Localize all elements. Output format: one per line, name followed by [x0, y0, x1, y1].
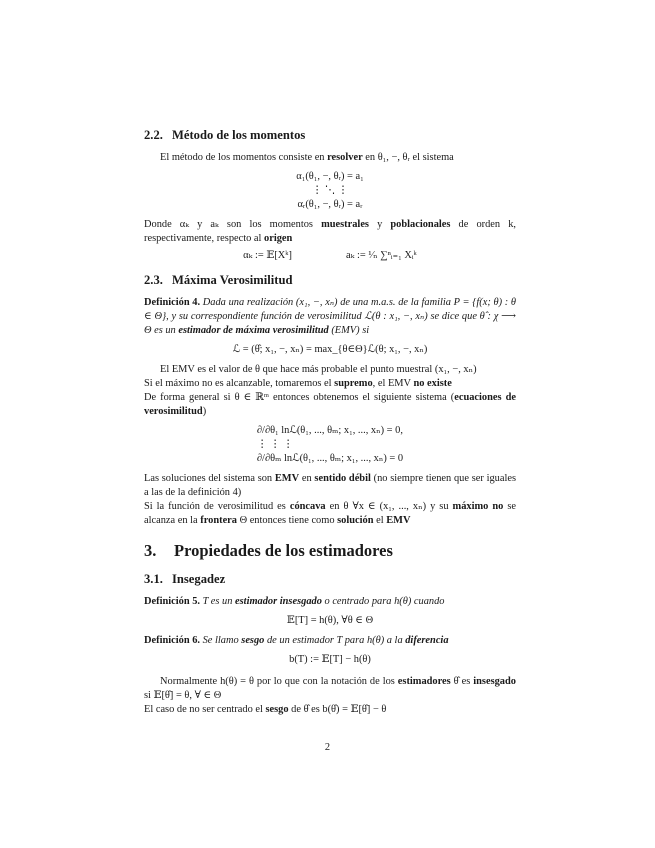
moments-definitions [144, 249, 516, 263]
moments-eq-dots: ⋮ ⋱ ⋮ [311, 185, 349, 196]
section-title: Método de los momentos [172, 128, 306, 142]
likelihood-eq-dots: ⋮ ⋮ ⋮ [256, 439, 294, 450]
emv-paragraph-2: Si el máximo no es alcanzable, tomaremos el supremo, el EMV no existe [144, 378, 452, 389]
moments-eq-1: α₁(θ₁, −, θᵣ) = a₁ [296, 171, 364, 182]
bias-case-paragraph: El caso de no ser centrado el sesgo de θ̂ es b(θ̂) = 𝔼[θ̂] − θ [144, 704, 387, 715]
likelihood-equation: ℒ = (θ̂; x₁, −, xₙ) = max_{θ∈Θ}ℒ(θ; x₁, −, xₙ) [232, 344, 428, 355]
likelihood-system [144, 424, 516, 466]
moments-system [144, 170, 516, 212]
definition-5: Definición 5. T es un estimador insesgado o centrado para h(θ) cuando [144, 596, 445, 607]
section-3-1-heading [144, 572, 516, 586]
section-3-heading [144, 541, 516, 560]
section-title: Insegadez [172, 572, 226, 586]
emv-paragraph-1: El EMV es el valor de θ que hace más probable el punto muestral (x₁, −, xₙ) [160, 364, 477, 375]
alpha-definition: αₖ := 𝔼[Xᵏ] [243, 250, 292, 261]
section-number: 2.2. [144, 128, 163, 142]
likelihood-eq-m: ∂/∂θₘ lnℒ(θ₁, ..., θₘ; x₁, ..., xₙ) = 0 [256, 453, 404, 464]
solutions-paragraph: Las soluciones del sistema son EMV en sentido débil (no siempre tienen que ser iguales a las de la definición 4) [144, 473, 516, 498]
moments-eq-r: αᵣ(θ₁, −, θᵣ) = aᵣ [297, 199, 363, 210]
section-number: 3. [144, 541, 157, 560]
bias-equation: b(T) := 𝔼[T] − h(θ) [289, 654, 371, 665]
normally-paragraph: Normalmente h(θ) = θ por lo que con la notación de los estimadores θ̂ es insesgado si 𝔼[θ̂] = θ, ∀ ∈ Θ [144, 676, 516, 701]
unbiased-equation: 𝔼[T] = h(θ), ∀θ ∈ Θ [286, 615, 374, 626]
page-body [144, 128, 516, 717]
concave-paragraph: Si la función de verosimilitud es cóncava en θ ∀x ∈ (x₁, ..., xₙ) y su máximo no se alcanza en la frontera Θ entonces tiene como solución el EMV [144, 501, 516, 526]
definition-6: Definición 6. Se llamo sesgo de un estimador T para h(θ) a la diferencia [144, 635, 449, 646]
likelihood-eq-1: ∂/∂θ₁ lnℒ(θ₁, ..., θₘ; x₁, ..., xₙ) = 0, [256, 425, 403, 436]
definition-4: Definición 4. Dada una realización (x₁, −, xₙ) de una m.a.s. de la familia P = {f(x; θ) : θ ∈ Θ}, y su correspondiente función de verosimilitud ℒ(θ : x₁, −, xₙ) se dice que θ̂ : χ ⟶ Θ es un estimador de máxima verosimilitud (EMV) si [144, 297, 516, 336]
emv-paragraph-3: De forma general si θ ∈ ℝᵐ entonces obtenemos el siguiente sistema (ecuaciones de verosimilitud) [144, 392, 516, 417]
page-number: 2 [324, 742, 331, 753]
section-title: Propiedades de los estimadores [174, 541, 393, 560]
moments-intro: El método de los momentos consiste en resolver en θ₁, −, θᵣ el sistema [160, 152, 454, 163]
moments-donde: Donde αₖ y aₖ son los momentos muestrales y poblacionales de orden k, respectivamente, respecto al origen [144, 219, 516, 244]
section-number: 2.3. [144, 273, 163, 287]
section-number: 3.1. [144, 572, 163, 586]
section-2-3-heading [144, 273, 516, 287]
section-2-2-heading [144, 128, 516, 142]
a-definition: aₖ := ¹⁄ₙ ∑ⁿᵢ₌₁ Xᵢᵏ [345, 250, 417, 261]
section-title: Máxima Verosimilitud [172, 273, 293, 287]
